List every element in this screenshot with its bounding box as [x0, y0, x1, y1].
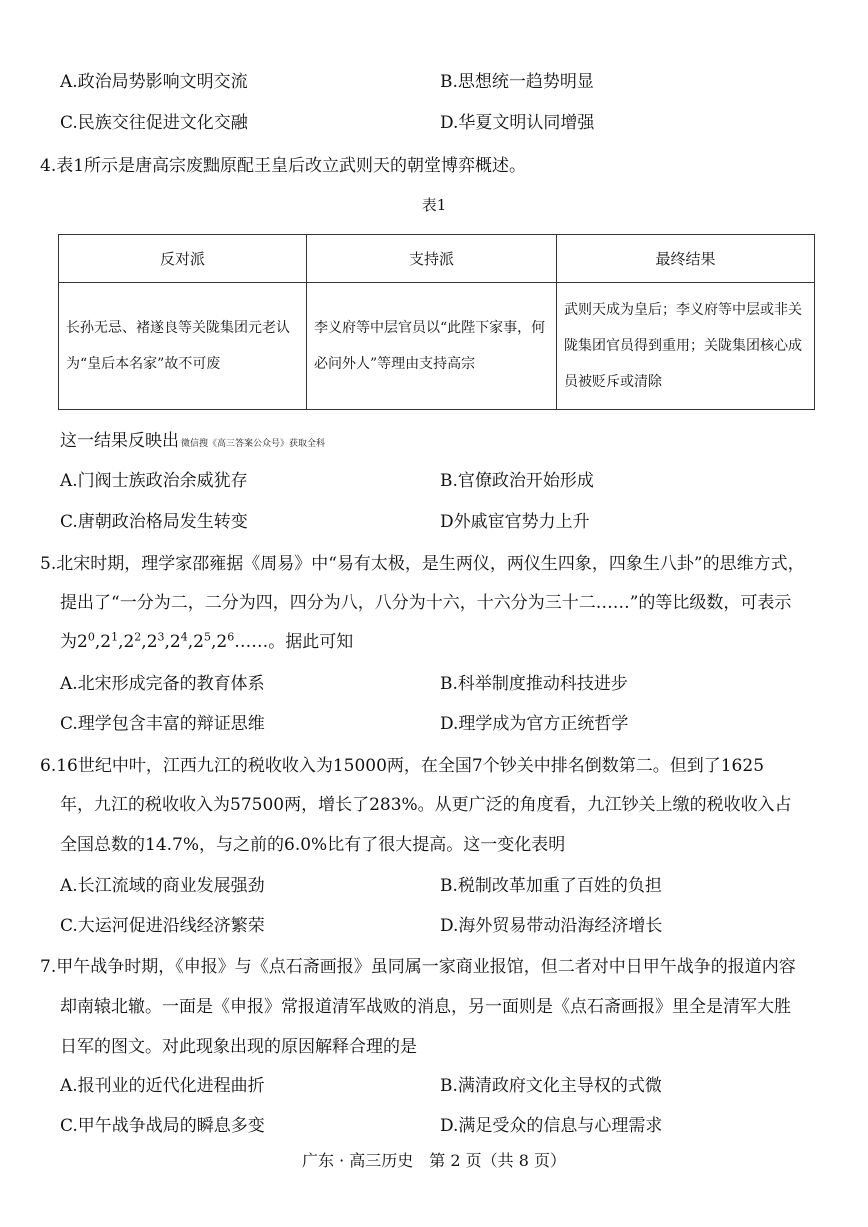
power-6: 6 — [227, 630, 235, 644]
question-4-text: 这一结果反映出 — [60, 431, 179, 451]
q5-option-c: C.理学包含丰富的辩证思维 — [60, 714, 265, 734]
option-d: D.华夏文明认同增强 — [440, 113, 595, 133]
power-2: 2 — [134, 630, 142, 644]
q4-option-d: D外戚宦官势力上升 — [440, 512, 590, 532]
question-5-line-2: 提出了“一分为二，二分为四，四分为八，八分为十六，十六分为三十二……”的等比级数，可表示 — [60, 593, 792, 613]
q5-prefix: 为 — [60, 632, 77, 652]
power-1: 1 — [111, 630, 119, 644]
table-cell-text: 李义府等中层官员以“此陛下家事，何必问外人”等理由支持高宗 — [314, 320, 546, 372]
option-c: C.民族交往促进文化交融 — [60, 113, 248, 133]
question-6-line-2: 年，九江的税收收入为57500两，增长了283%。从更广泛的角度看，九江钞关上缴的税收收入占 — [60, 795, 792, 815]
q7-option-c: C.甲午战争战局的瞬息多变 — [60, 1116, 265, 1136]
q4-option-a: A.门阀士族政治余威犹存 — [60, 471, 248, 491]
power-0: 0 — [87, 630, 95, 644]
table-1 — [58, 234, 815, 410]
q6-option-c: C.大运河促进沿线经济繁荣 — [60, 916, 265, 936]
question-5-line-1: 5.北宋时期，理学家邵雍据《周易》中“易有太极，是生两仪，两仪生四象，四象生八卦”的思维方式， — [40, 554, 805, 574]
table-row — [59, 283, 815, 410]
question-7-line-1: 7.甲午战争时期，《申报》与《点石斋画报》虽同属一家商业报馆，但二者对中日甲午战争的报道内容 — [40, 957, 796, 977]
q6-option-a: A.长江流域的商业发展强劲 — [60, 876, 265, 896]
table-cell-text: 武则天成为皇后；李义府等中层或非关陇集团官员得到重用；关陇集团核心成员被贬斥或清除 — [564, 302, 802, 390]
question-7-line-2: 却南辕北辙。一面是《申报》常报道清军战败的消息，另一面则是《点石斋画报》里全是清军大胜 — [60, 997, 791, 1017]
q4-option-c: C.唐朝政治格局发生转变 — [60, 512, 248, 532]
watermark-text: 微信搜《高三答案公众号》获取全科 — [181, 439, 326, 449]
question-5-line-3: 为$2^0,2^1,2^2,2^3,2^4,2^5,2^6\dots\dots$。据此可知 — [60, 630, 354, 652]
table-cell-opposition — [59, 283, 307, 410]
q5-suffix: ……。据此可知 — [234, 632, 354, 652]
q7-option-a: A.报刊业的近代化进程曲折 — [60, 1076, 265, 1096]
power-5: 5 — [204, 630, 211, 644]
page-footer: 广东 · 高三历史 第 2 页（共 8 页） — [302, 1151, 566, 1170]
table-header-opposition: 反对派 — [59, 235, 307, 283]
q5-option-d: D.理学成为官方正统哲学 — [440, 714, 629, 734]
q5-option-b: B.科举制度推动科技进步 — [440, 674, 628, 694]
table-cell-text: 长孙无忌、褚遂良等关陇集团元老认为“皇后本名家”故不可废 — [66, 320, 290, 372]
q4-option-b: B.官僚政治开始形成 — [440, 471, 594, 491]
q6-option-d: D.海外贸易带动沿海经济增长 — [440, 916, 663, 936]
table-header-support: 支持派 — [307, 235, 557, 283]
table-cell-support — [307, 283, 557, 410]
power-4: 4 — [180, 630, 188, 644]
table-header-row — [59, 235, 815, 283]
option-b: B.思想统一趋势明显 — [440, 72, 594, 92]
question-6-line-1: 6.16世纪中叶，江西九江的税收收入为15000两，在全国7个钞关中排名倒数第二。但到了1625 — [40, 756, 765, 776]
table-cell-result — [557, 283, 815, 410]
q6-option-b: B.税制改革加重了百姓的负担 — [440, 876, 662, 896]
q7-option-d: D.满足受众的信息与心理需求 — [440, 1116, 663, 1136]
table-header-result: 最终结果 — [557, 235, 815, 283]
option-a: A.政治局势影响文明交流 — [60, 72, 248, 92]
question-6-line-3: 全国总数的14.7%，与之前的6.0%比有了很大提高。这一变化表明 — [60, 835, 566, 855]
question-4-stem: 4.表1所示是唐高宗废黜原配王皇后改立武则天的朝堂博弈概述。 — [40, 156, 527, 176]
q5-option-a: A.北宋形成完备的教育体系 — [60, 674, 265, 694]
question-4-prompt — [60, 430, 325, 455]
question-7-line-3: 日军的图文。对此现象出现的原因解释合理的是 — [60, 1037, 417, 1057]
power-3: 3 — [157, 630, 165, 644]
q7-option-b: B.满清政府文化主导权的式微 — [440, 1076, 662, 1096]
table-caption: 表1 — [421, 196, 447, 214]
